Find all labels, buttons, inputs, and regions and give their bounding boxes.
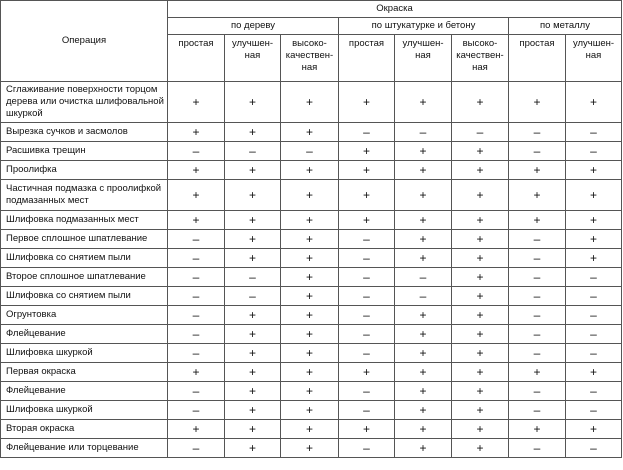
- mark-cell: +: [168, 123, 225, 142]
- mark-cell: +: [225, 82, 281, 123]
- mark-cell: +: [281, 161, 339, 180]
- mark-cell: +: [566, 180, 622, 211]
- mark-cell: +: [168, 363, 225, 382]
- operation-header: Операция: [1, 1, 168, 82]
- mark-cell: +: [452, 230, 509, 249]
- mark-cell: –: [168, 249, 225, 268]
- mark-cell: +: [168, 420, 225, 439]
- mark-cell: –: [339, 268, 395, 287]
- operation-cell: Проолифка: [1, 161, 168, 180]
- operation-cell: Шлифовка шкуркой: [1, 344, 168, 363]
- table-row: [1, 249, 622, 268]
- mark-cell: –: [168, 401, 225, 420]
- mark-cell: +: [452, 161, 509, 180]
- mark-cell: +: [452, 439, 509, 458]
- subhead-cell: улучшен- ная: [225, 35, 281, 82]
- mark-cell: –: [566, 344, 622, 363]
- mark-cell: +: [395, 401, 452, 420]
- mark-cell: +: [452, 180, 509, 211]
- mark-cell: +: [566, 82, 622, 123]
- operation-cell: Шлифовка подмазанных мест: [1, 211, 168, 230]
- operation-cell: Флейцевание или торцевание: [1, 439, 168, 458]
- mark-cell: –: [168, 230, 225, 249]
- table-row: [1, 211, 622, 230]
- mark-cell: –: [509, 249, 566, 268]
- mark-cell: +: [452, 82, 509, 123]
- mark-cell: –: [509, 306, 566, 325]
- mark-cell: +: [281, 420, 339, 439]
- mark-cell: +: [225, 382, 281, 401]
- mark-cell: –: [339, 249, 395, 268]
- mark-cell: –: [339, 306, 395, 325]
- mark-cell: +: [225, 161, 281, 180]
- mark-cell: +: [168, 211, 225, 230]
- mark-cell: +: [225, 363, 281, 382]
- mark-cell: –: [168, 287, 225, 306]
- mark-cell: +: [566, 363, 622, 382]
- table-row: [1, 306, 622, 325]
- mark-cell: +: [395, 306, 452, 325]
- mark-cell: +: [452, 211, 509, 230]
- mark-cell: +: [395, 142, 452, 161]
- mark-cell: +: [395, 180, 452, 211]
- mark-cell: –: [509, 287, 566, 306]
- mark-cell: +: [509, 161, 566, 180]
- table-row: [1, 382, 622, 401]
- mark-cell: +: [225, 230, 281, 249]
- mark-cell: –: [509, 344, 566, 363]
- mark-cell: +: [566, 161, 622, 180]
- subhead-cell: улучшен- ная: [395, 35, 452, 82]
- mark-cell: –: [566, 382, 622, 401]
- mark-cell: +: [339, 211, 395, 230]
- table-row: [1, 420, 622, 439]
- table-row: [1, 142, 622, 161]
- table-row: [1, 344, 622, 363]
- operation-cell: Второе сплошное шпатлевание: [1, 268, 168, 287]
- mark-cell: –: [509, 268, 566, 287]
- mark-cell: +: [339, 363, 395, 382]
- mark-cell: +: [281, 230, 339, 249]
- mark-cell: +: [452, 401, 509, 420]
- painting-header: Окраска: [168, 1, 622, 18]
- mark-cell: +: [509, 420, 566, 439]
- group-plaster-header: по штукатурке и бетону: [339, 18, 509, 35]
- mark-cell: +: [281, 249, 339, 268]
- mark-cell: +: [168, 161, 225, 180]
- mark-cell: +: [566, 211, 622, 230]
- mark-cell: +: [452, 382, 509, 401]
- mark-cell: –: [339, 287, 395, 306]
- mark-cell: +: [395, 230, 452, 249]
- operation-cell: Расшивка трещин: [1, 142, 168, 161]
- operation-cell: Вырезка сучков и засмолов: [1, 123, 168, 142]
- mark-cell: –: [339, 325, 395, 344]
- mark-cell: +: [281, 439, 339, 458]
- table-row: [1, 161, 622, 180]
- mark-cell: –: [168, 439, 225, 458]
- mark-cell: –: [566, 268, 622, 287]
- subhead-cell: простая: [509, 35, 566, 82]
- mark-cell: +: [339, 161, 395, 180]
- mark-cell: –: [509, 401, 566, 420]
- mark-cell: +: [395, 344, 452, 363]
- table-row: [1, 230, 622, 249]
- mark-cell: –: [339, 230, 395, 249]
- mark-cell: –: [225, 142, 281, 161]
- mark-cell: +: [225, 211, 281, 230]
- mark-cell: –: [566, 325, 622, 344]
- mark-cell: +: [225, 325, 281, 344]
- operation-cell: Вторая окраска: [1, 420, 168, 439]
- mark-cell: +: [452, 325, 509, 344]
- mark-cell: +: [395, 439, 452, 458]
- mark-cell: +: [225, 249, 281, 268]
- mark-cell: +: [281, 82, 339, 123]
- mark-cell: +: [168, 82, 225, 123]
- mark-cell: –: [566, 142, 622, 161]
- table-row: [1, 325, 622, 344]
- mark-cell: –: [395, 123, 452, 142]
- mark-cell: +: [452, 142, 509, 161]
- mark-cell: +: [225, 123, 281, 142]
- mark-cell: +: [452, 249, 509, 268]
- mark-cell: –: [395, 287, 452, 306]
- mark-cell: +: [281, 363, 339, 382]
- operation-cell: Первая окраска: [1, 363, 168, 382]
- mark-cell: –: [281, 142, 339, 161]
- subhead-cell: простая: [168, 35, 225, 82]
- mark-cell: –: [339, 123, 395, 142]
- mark-cell: –: [339, 382, 395, 401]
- mark-cell: +: [281, 344, 339, 363]
- table-row: [1, 123, 622, 142]
- mark-cell: +: [339, 82, 395, 123]
- mark-cell: +: [225, 344, 281, 363]
- mark-cell: +: [452, 363, 509, 382]
- table-row: [1, 439, 622, 458]
- mark-cell: +: [281, 123, 339, 142]
- mark-cell: –: [566, 401, 622, 420]
- mark-cell: +: [339, 142, 395, 161]
- mark-cell: –: [566, 439, 622, 458]
- mark-cell: –: [225, 287, 281, 306]
- mark-cell: +: [281, 211, 339, 230]
- subhead-cell: высоко- качествен- ная: [452, 35, 509, 82]
- mark-cell: –: [339, 439, 395, 458]
- mark-cell: –: [168, 344, 225, 363]
- mark-cell: +: [395, 161, 452, 180]
- mark-cell: +: [395, 382, 452, 401]
- mark-cell: –: [339, 344, 395, 363]
- mark-cell: +: [281, 287, 339, 306]
- mark-cell: –: [566, 287, 622, 306]
- mark-cell: +: [566, 249, 622, 268]
- mark-cell: –: [509, 382, 566, 401]
- mark-cell: +: [339, 180, 395, 211]
- mark-cell: +: [225, 306, 281, 325]
- table-row: [1, 401, 622, 420]
- subhead-cell: простая: [339, 35, 395, 82]
- mark-cell: –: [168, 306, 225, 325]
- mark-cell: +: [395, 249, 452, 268]
- group-metal-header: по металлу: [509, 18, 622, 35]
- table-row: [1, 268, 622, 287]
- mark-cell: –: [225, 268, 281, 287]
- mark-cell: –: [509, 123, 566, 142]
- mark-cell: –: [566, 123, 622, 142]
- mark-cell: +: [281, 180, 339, 211]
- mark-cell: +: [281, 306, 339, 325]
- mark-cell: +: [452, 420, 509, 439]
- mark-cell: –: [168, 325, 225, 344]
- table-row: [1, 287, 622, 306]
- mark-cell: +: [225, 180, 281, 211]
- mark-cell: –: [168, 382, 225, 401]
- operation-cell: Сглаживание поверхности торцом дерева или очистка шлифовальной шкуркой: [1, 82, 168, 123]
- mark-cell: +: [281, 325, 339, 344]
- group-wood-header: по дереву: [168, 18, 339, 35]
- mark-cell: –: [452, 123, 509, 142]
- mark-cell: +: [509, 82, 566, 123]
- mark-cell: +: [225, 439, 281, 458]
- mark-cell: +: [395, 82, 452, 123]
- mark-cell: +: [281, 401, 339, 420]
- subhead-cell: высоко- качествен- ная: [281, 35, 339, 82]
- mark-cell: +: [168, 180, 225, 211]
- mark-cell: +: [452, 287, 509, 306]
- mark-cell: –: [509, 439, 566, 458]
- mark-cell: –: [339, 401, 395, 420]
- mark-cell: –: [509, 230, 566, 249]
- operation-cell: Флейцевание: [1, 382, 168, 401]
- operation-cell: Шлифовка со снятием пыли: [1, 249, 168, 268]
- table-row: [1, 82, 622, 123]
- mark-cell: –: [168, 268, 225, 287]
- mark-cell: –: [566, 306, 622, 325]
- mark-cell: +: [452, 306, 509, 325]
- mark-cell: +: [281, 268, 339, 287]
- mark-cell: +: [225, 420, 281, 439]
- operation-cell: Флейцевание: [1, 325, 168, 344]
- mark-cell: +: [395, 325, 452, 344]
- mark-cell: +: [452, 268, 509, 287]
- subhead-cell: улучшен- ная: [566, 35, 622, 82]
- operation-cell: Шлифовка со снятием пыли: [1, 287, 168, 306]
- mark-cell: +: [281, 382, 339, 401]
- mark-cell: +: [395, 420, 452, 439]
- mark-cell: –: [509, 142, 566, 161]
- mark-cell: –: [168, 142, 225, 161]
- mark-cell: +: [566, 230, 622, 249]
- mark-cell: +: [395, 363, 452, 382]
- mark-cell: +: [225, 401, 281, 420]
- mark-cell: +: [509, 180, 566, 211]
- mark-cell: +: [339, 420, 395, 439]
- mark-cell: +: [509, 363, 566, 382]
- mark-cell: +: [452, 344, 509, 363]
- operation-cell: Шлифовка шкуркой: [1, 401, 168, 420]
- mark-cell: +: [395, 211, 452, 230]
- operation-cell: Частичная подмазка с проолифкой подмазанных мест: [1, 180, 168, 211]
- mark-cell: +: [566, 420, 622, 439]
- operation-cell: Огрунтовка: [1, 306, 168, 325]
- mark-cell: –: [395, 268, 452, 287]
- mark-cell: +: [509, 211, 566, 230]
- table-row: [1, 180, 622, 211]
- mark-cell: –: [509, 325, 566, 344]
- operation-cell: Первое сплошное шпатлевание: [1, 230, 168, 249]
- table-row: [1, 363, 622, 382]
